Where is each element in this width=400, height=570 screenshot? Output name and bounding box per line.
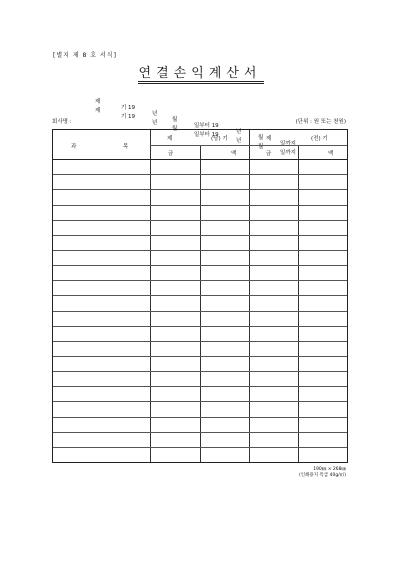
header-amount-current-1: 금 xyxy=(168,151,174,157)
table-row-divider xyxy=(53,295,347,296)
table-row-divider xyxy=(53,326,347,327)
header-mid-line xyxy=(150,145,347,146)
period1-h: 일까지 xyxy=(280,141,296,147)
document-title: 연결손익계산서 xyxy=(138,66,262,81)
header-subject-a: 과 xyxy=(71,144,77,150)
period2-c: 년 xyxy=(152,120,158,126)
table-row-divider xyxy=(53,265,347,266)
header-subject-b: 목 xyxy=(123,144,129,150)
period2-f: 년 xyxy=(236,138,242,144)
header-bottom-line xyxy=(53,159,347,160)
period1-a: 제 xyxy=(95,99,101,105)
header-prior-a: 제 xyxy=(266,136,272,142)
period1-g: 월 xyxy=(258,135,264,141)
header-amount-current-2: 액 xyxy=(231,151,237,157)
title-underline-2 xyxy=(138,83,264,85)
table-row-divider xyxy=(53,250,347,251)
header-amount-prior-1: 금 xyxy=(266,151,272,157)
period2-h: 일까지 xyxy=(280,150,296,156)
period2-e: 일부터 19 xyxy=(194,132,219,138)
period1-b: 기 19 xyxy=(121,105,136,111)
table-row-divider xyxy=(53,417,347,418)
header-current-b: (당) 기 xyxy=(211,136,228,142)
income-statement-table xyxy=(52,129,348,463)
table-row-divider xyxy=(53,432,347,433)
footer-paper: (인쇄용지 특급 40g/㎡) xyxy=(298,473,346,478)
table-row-divider xyxy=(53,174,347,175)
header-amount-prior-2: 액 xyxy=(328,151,334,157)
unit-label: (단위 : 원 또는 천원) xyxy=(295,119,346,125)
table-row-divider xyxy=(53,401,347,402)
table-row-divider xyxy=(53,311,347,312)
col-divider-prior-inner xyxy=(298,146,299,462)
company-label: 회사명 : xyxy=(52,119,72,125)
col-divider-current-inner xyxy=(200,146,201,462)
table-row-divider xyxy=(53,280,347,281)
period2-a: 제 xyxy=(95,108,101,114)
period2-b: 기 19 xyxy=(121,114,136,120)
table-row-divider xyxy=(53,189,347,190)
table-row-divider xyxy=(53,447,347,448)
table-row-divider xyxy=(53,356,347,357)
form-ref: [별지 제 8 호 서식] xyxy=(53,52,117,59)
table-row-divider xyxy=(53,220,347,221)
table-row-divider xyxy=(53,341,347,342)
header-prior-b: (전) 기 xyxy=(311,136,328,142)
period2-d: 월 xyxy=(172,126,178,132)
period2-g: 월 xyxy=(258,144,264,150)
period1-f: 년 xyxy=(236,129,242,135)
period1-e: 일부터 19 xyxy=(194,123,219,129)
table-row-divider xyxy=(53,235,347,236)
table-row-divider xyxy=(53,371,347,372)
table-row-divider xyxy=(53,386,347,387)
header-current-a: 제 xyxy=(167,136,173,142)
period1-d: 월 xyxy=(172,117,178,123)
period1-c: 년 xyxy=(152,111,158,117)
table-row-divider xyxy=(53,205,347,206)
footer-size: 190㎜ × 268㎜ xyxy=(313,467,346,472)
